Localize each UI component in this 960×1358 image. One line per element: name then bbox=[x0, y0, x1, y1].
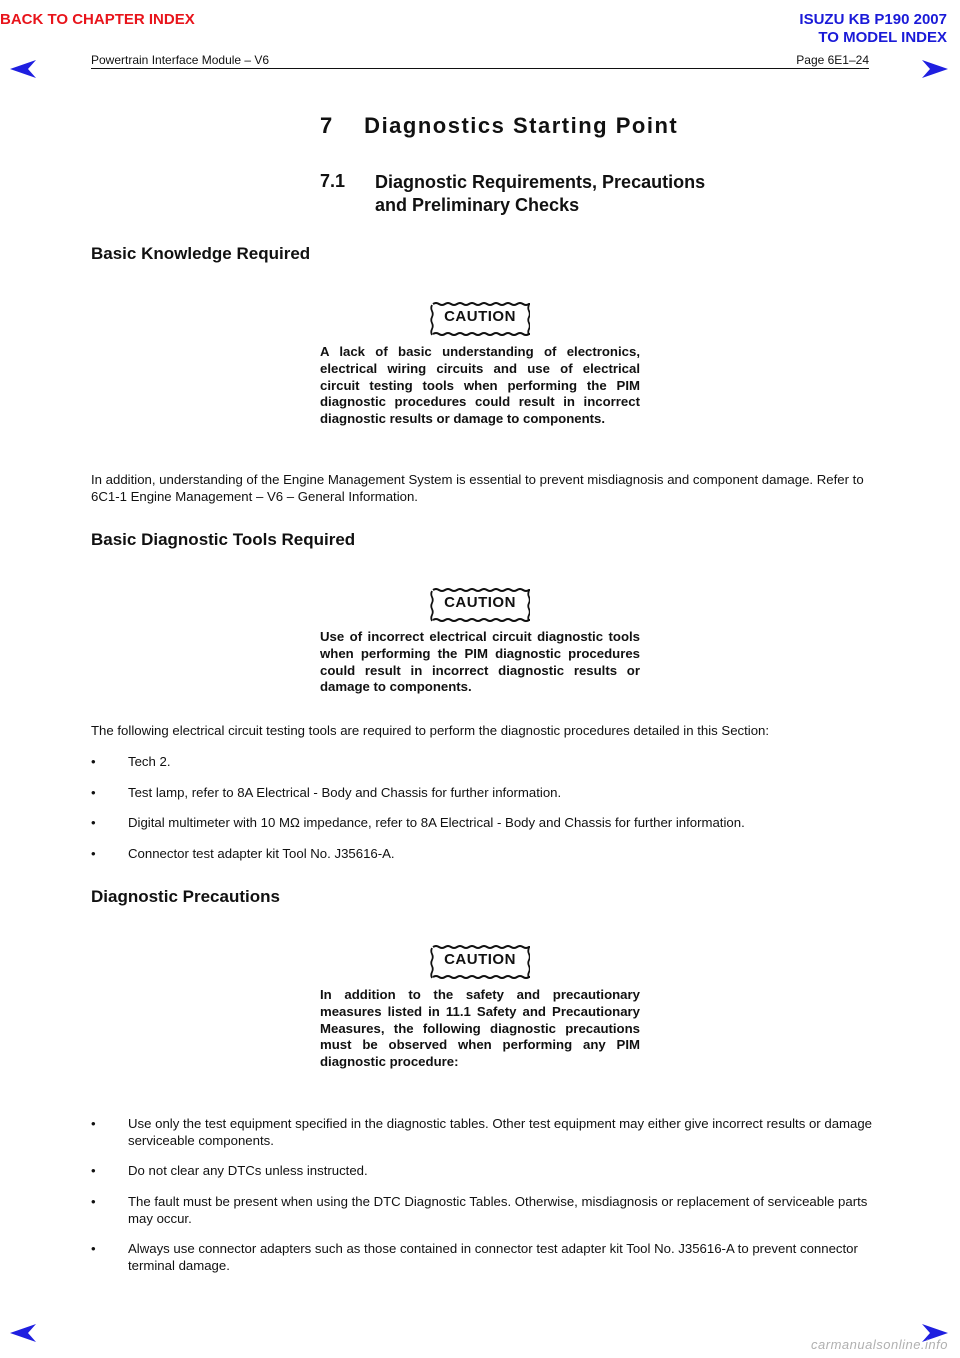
paragraph-knowledge: In addition, understanding of the Engine Management System is essential to prevent misdiagnosis and component damage. Refer to 6C1-1 Engine Management – V6 – General Information. bbox=[91, 472, 864, 504]
running-header-title: Powertrain Interface Module – V6 bbox=[91, 53, 270, 67]
chapter-title: 7 Diagnostics Starting Point bbox=[320, 113, 679, 138]
header-rule bbox=[91, 68, 869, 69]
caution-badge bbox=[430, 302, 530, 332]
list-item-text: Do not clear any DTCs unless instructed. bbox=[128, 1163, 368, 1178]
caution-badge bbox=[430, 945, 530, 975]
caution-text-precautions: In addition to the safety and precautionary measures listed in 11.1 Safety and Precautionary Measures, the following diagnostic precautions must be observed when performing any PIM diagnostic procedure: bbox=[320, 987, 640, 1070]
bullet-icon: • bbox=[91, 754, 96, 769]
watermark: carmanualsonline.info bbox=[811, 1337, 948, 1352]
list-item-text: Tech 2. bbox=[128, 754, 171, 769]
caution-badge bbox=[430, 588, 530, 618]
list-item-text: Test lamp, refer to 8A Electrical - Body and Chassis for further information. bbox=[128, 785, 562, 800]
list-item-text: Use only the test equipment specified in the diagnostic tables. Other test equipment may either give incorrect results or damage serviceable components. bbox=[128, 1116, 873, 1148]
bullet-icon: • bbox=[91, 1194, 96, 1209]
bullet-icon: • bbox=[91, 1116, 96, 1131]
list-item-text: Digital multimeter with 10 MΩ impedance, refer to 8A Electrical - Body and Chassis for further information. bbox=[128, 815, 745, 830]
previous-page-arrow-icon[interactable] bbox=[8, 58, 38, 80]
list-item-text: Connector test adapter kit Tool No. J35616-A. bbox=[128, 846, 395, 861]
section-title bbox=[375, 171, 705, 217]
heading-precautions: Diagnostic Precautions bbox=[91, 887, 280, 906]
next-page-arrow-icon[interactable] bbox=[920, 58, 950, 80]
caution-label: CAUTION bbox=[444, 951, 516, 968]
list-item-text: Always use connector adapters such as those contained in connector test adapter kit Tool No. J35616-A to prevent connector terminal damage. bbox=[128, 1241, 858, 1273]
running-header-page: Page 6E1–24 bbox=[796, 53, 869, 67]
back-to-chapter-index-link[interactable]: BACK TO CHAPTER INDEX bbox=[0, 11, 195, 28]
caution-label: CAUTION bbox=[444, 594, 516, 611]
caution-text-knowledge: A lack of basic understanding of electronics, electrical wiring circuits and use of electrical circuit testing tools when performing the PIM diagnostic procedures could result in incorrect diagnostic results or damage to components. bbox=[320, 344, 640, 427]
section-title-line1: Diagnostic Requirements, Precautions bbox=[375, 172, 706, 192]
model-index-link[interactable] bbox=[799, 11, 947, 47]
list-item-text: The fault must be present when using the DTC Diagnostic Tables. Otherwise, misdiagnosis or replacement of serviceable parts may occur. bbox=[128, 1194, 868, 1226]
section-title-line2: and Preliminary Checks bbox=[375, 195, 580, 215]
bullet-icon: • bbox=[91, 815, 96, 830]
model-index-line1: ISUZU KB P190 2007 bbox=[799, 11, 947, 28]
heading-basic-tools: Basic Diagnostic Tools Required bbox=[91, 530, 356, 549]
heading-basic-knowledge: Basic Knowledge Required bbox=[91, 244, 311, 263]
bullet-icon: • bbox=[91, 846, 96, 861]
paragraph-tools-intro: The following electrical circuit testing tools are required to perform the diagnostic procedures detailed in this Section: bbox=[91, 723, 770, 738]
bullet-icon: • bbox=[91, 1163, 96, 1178]
model-index-line2: TO MODEL INDEX bbox=[818, 29, 947, 46]
caution-label: CAUTION bbox=[444, 308, 516, 325]
bullet-icon: • bbox=[91, 1241, 96, 1256]
section-number: 7.1 bbox=[320, 171, 346, 191]
previous-page-arrow-bottom-icon[interactable] bbox=[8, 1322, 38, 1344]
caution-text-tools: Use of incorrect electrical circuit diagnostic tools when performing the PIM diagnostic procedures could result in incorrect diagnostic results or damage to components. bbox=[320, 629, 640, 695]
bullet-icon: • bbox=[91, 785, 96, 800]
